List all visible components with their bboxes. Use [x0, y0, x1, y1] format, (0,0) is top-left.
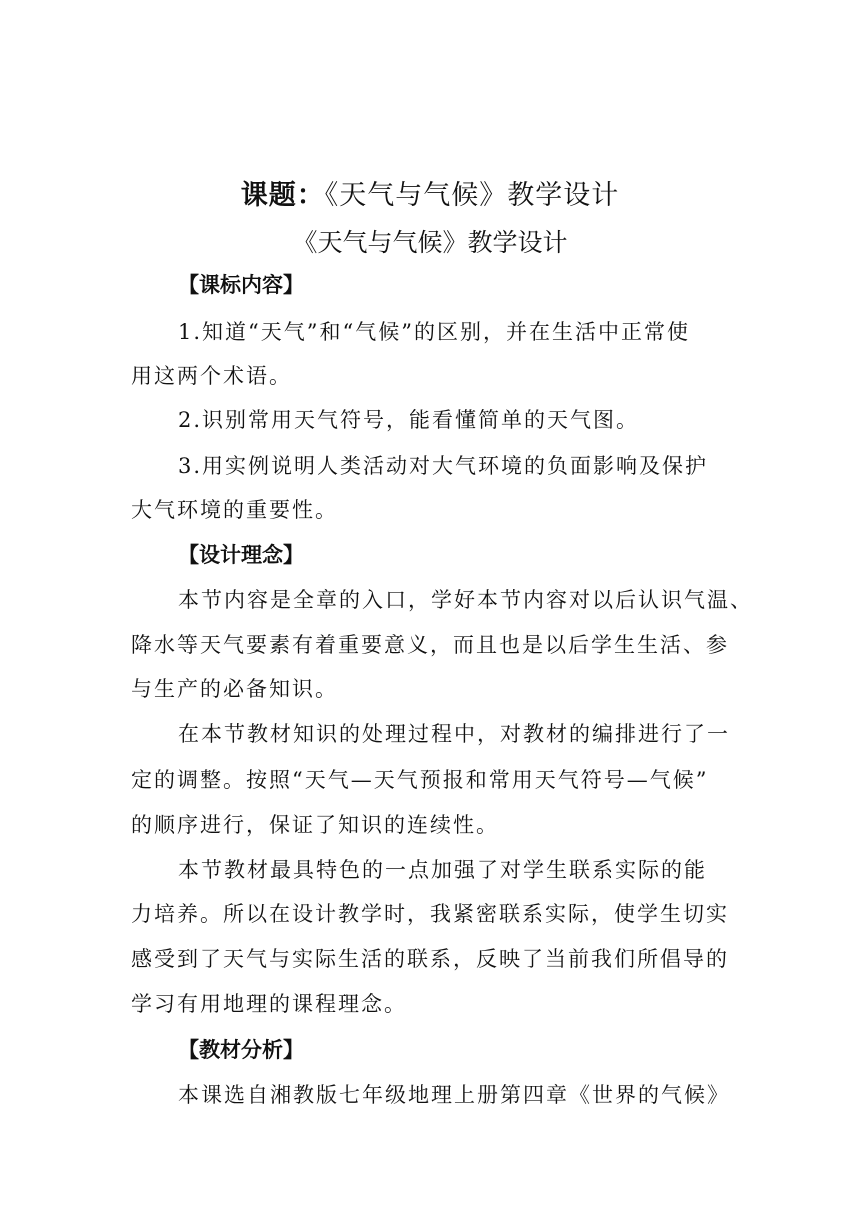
paragraph-line: 本节教材最具特色的一点加强了对学生联系实际的能	[178, 858, 707, 882]
paragraph-line: 感受到了天气与实际生活的联系，反映了当前我们所倡导的	[131, 947, 729, 971]
paragraph-line: 与生产的必备知识。	[131, 677, 338, 701]
paragraph-line: 1.知道“天气”和“气候”的区别，并在生活中正常使	[178, 320, 690, 344]
paragraph-line: 的顺序进行，保证了知识的连续性。	[131, 813, 499, 837]
section-heading-curriculum: 【课标内容】	[178, 273, 304, 297]
paragraph-line: 定的调整。按照“天气—天气预报和常用天气符号—气候”	[131, 768, 709, 792]
paragraph-line: 在本节教材知识的处理过程中，对教材的编排进行了一	[178, 722, 730, 746]
paragraph-line: 2.识别常用天气符号，能看懂简单的天气图。	[178, 408, 640, 432]
paragraph-line: 本节内容是全章的入口，学好本节内容对以后认识气温、	[178, 588, 753, 612]
section-heading-textbook: 【教材分析】	[178, 1038, 304, 1062]
document-subtitle: 《天气与气候》教学设计	[292, 228, 568, 257]
title-lead: 课题：	[240, 180, 325, 211]
document-title	[0, 176, 860, 216]
paragraph-line: 力培养。所以在设计教学时，我紧密联系实际，使学生切实	[131, 902, 729, 926]
paragraph-line: 学习有用地理的课程理念。	[131, 992, 407, 1016]
paragraph-line: 本课选自湘教版七年级地理上册第四章《世界的气候》	[178, 1083, 730, 1107]
paragraph-line: 3.用实例说明人类活动对大气环境的负面影响及保护	[178, 454, 709, 478]
paragraph-line: 用这两个术语。	[131, 364, 292, 388]
section-heading-design: 【设计理念】	[178, 543, 304, 567]
paragraph-line: 降水等天气要素有着重要意义，而且也是以后学生生活、参	[131, 633, 729, 657]
paragraph-line: 大气环境的重要性。	[131, 498, 338, 522]
title-text: 《天气与气候》教学设计	[324, 180, 620, 211]
